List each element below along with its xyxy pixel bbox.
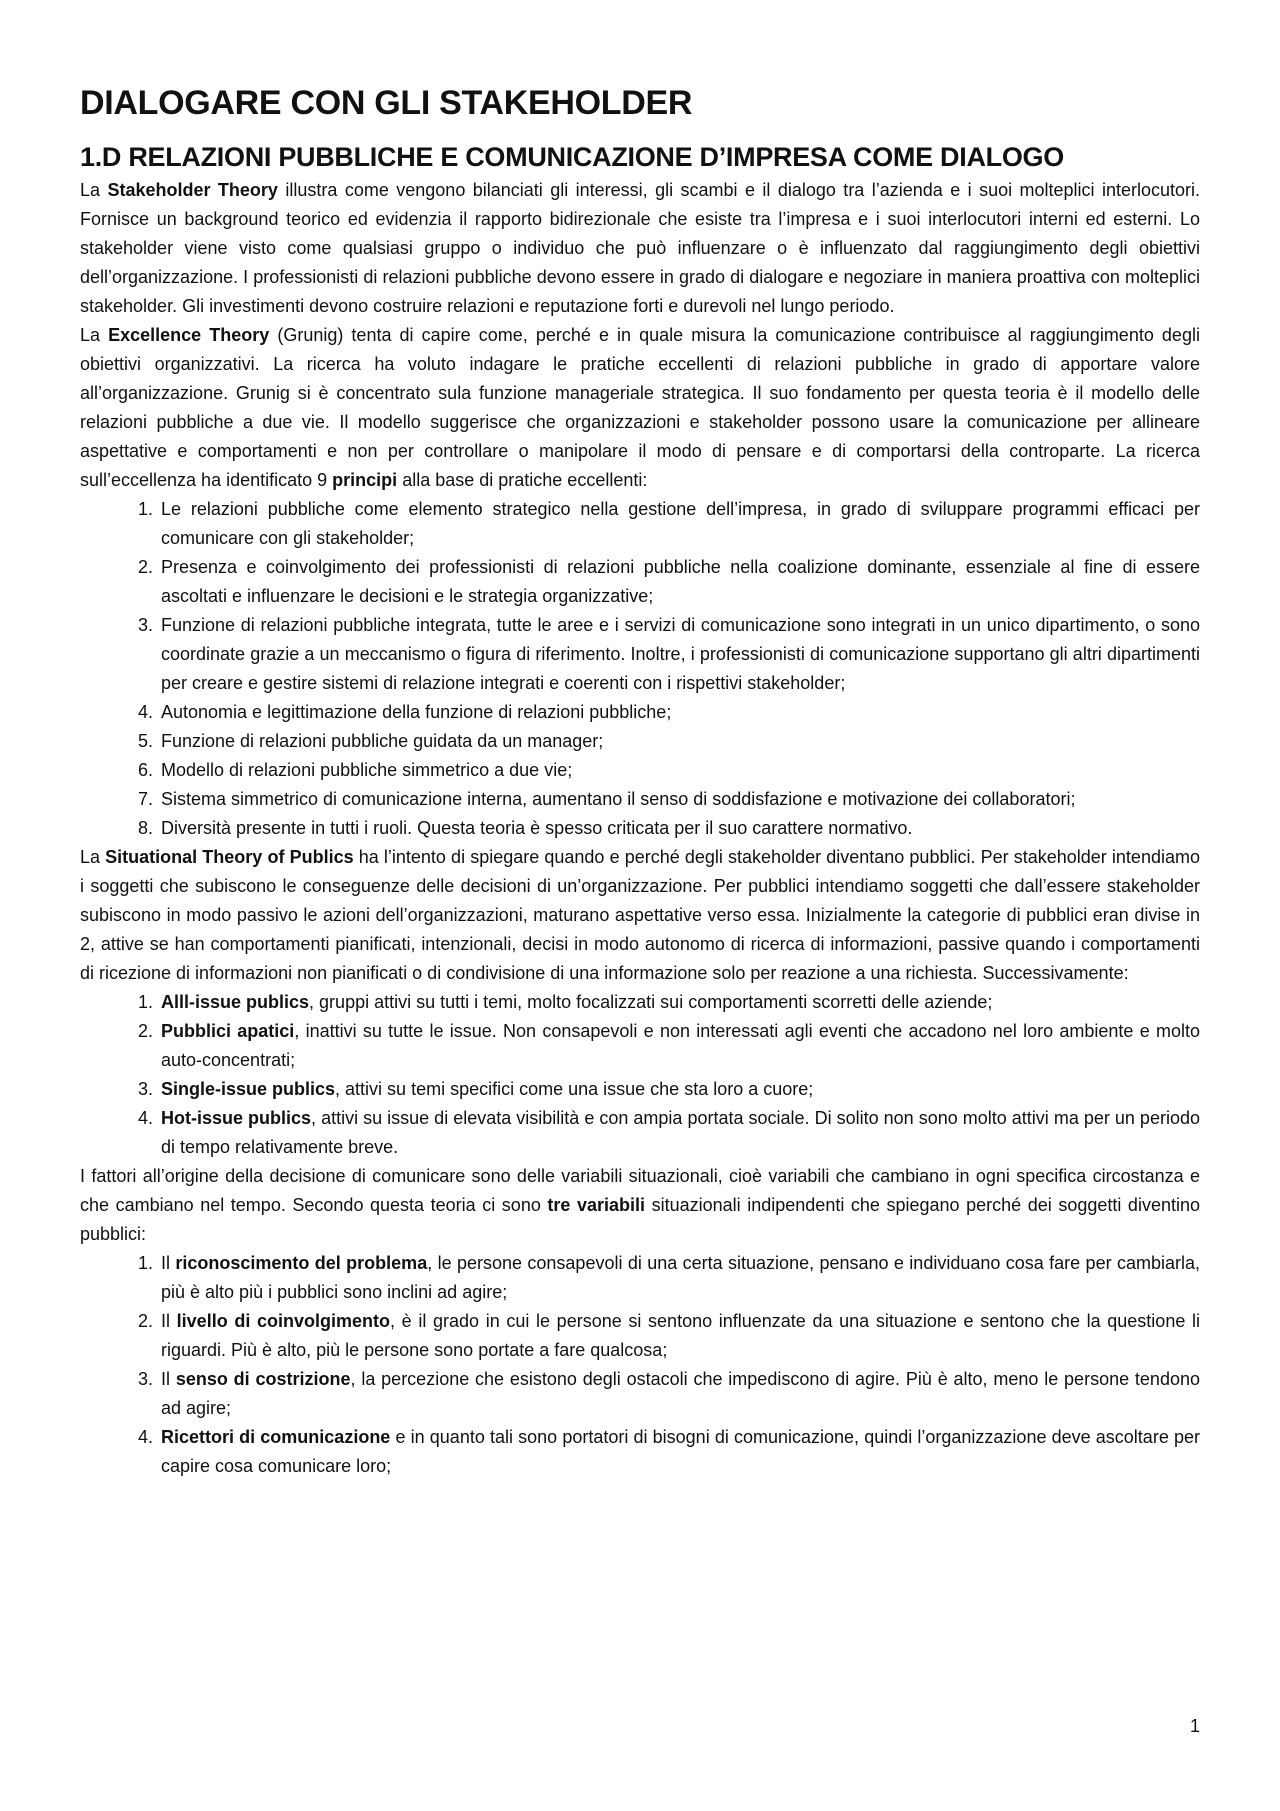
- paragraph-text: illustra come vengono bilanciati gli interessi, gli scambi e il dialogo tra l’azienda e i suoi molteplici interlocutori. Fornisce un background teorico ed evidenzia il rapporto bidirezionale che esiste tra l’impresa e i suoi interlocutori interni ed esterni. Lo stakeholder viene visto come qualsiasi gruppo o individuo che può influenzare o è influenzato dal raggiungimento degli obiettivi dell’organizzazione. I professionisti di relazioni pubbliche devono essere in grado di dialogare e negoziare in maniera proattiva con molteplici stakeholder. Gli investimenti devono costruire relazioni e reputazione forti e durevoli nel lungo periodo.: [80, 180, 1201, 317]
- list-item: 6. Modello di relazioni pubbliche simmetrico a due vie;: [158, 756, 1200, 785]
- paragraph-text: ha l’intento di spiegare quando e perché degli stakeholder diventano pubblici. Per stakeholder intendiamo i soggetti che subiscono le conseguenze delle decisioni di un’organizzazione. Per pubblici intendiamo soggetti che dall’essere stakeholder subiscono in modo passivo le azioni dell’organizzazioni, maturano aspettative verso essa. Inizialmente la categorie di pubblici eran divise in 2, attive se han comportamenti pianificati, intenzionali, decisi in modo autonomo di ricerca di informazioni, passive quando i comportamenti di ricezione di informazioni non pianificati o di condivisione di una informazione solo per reazione a una richiesta. Successivamente:: [80, 847, 1200, 984]
- list-item: [158, 1365, 1200, 1423]
- paragraph-lead: La: [80, 325, 101, 346]
- list-term: riconoscimento del problema: [175, 1253, 428, 1274]
- paragraph-text: I fattori all’origine della decisione di comunicare sono delle variabili situazionali, cioè variabili che cambiano in ogni specifica circostanza e che cambiano nel tempo. Secondo questa teoria ci sono: [80, 1166, 1200, 1216]
- list-text: , le persone consapevoli di una certa situazione, pensano e individuano cosa fare per cambiarla, più è alto più i pubblici sono inclini ad agire;: [161, 1253, 1200, 1303]
- list-prefix: Il: [161, 1253, 176, 1274]
- list-item: [158, 1104, 1200, 1162]
- list-term: Alll-issue publics: [161, 992, 310, 1013]
- list-item: 8. Diversità presente in tutti i ruoli. Questa teoria è spesso criticata per il suo carattere normativo.: [158, 814, 1200, 843]
- term-excellence-theory: Excellence Theory: [108, 325, 270, 346]
- list-term: livello di coinvolgimento: [176, 1311, 391, 1332]
- list-item: [158, 1307, 1200, 1365]
- section-title: 1.D RELAZIONI PUBBLICHE E COMUNICAZIONE D’IMPRESA COME DIALOGO: [80, 141, 1064, 172]
- term-situational-theory: Situational Theory of Publics: [105, 847, 354, 868]
- list-term: Ricettori di comunicazione: [161, 1427, 391, 1448]
- term-tre-variabili: tre variabili: [547, 1195, 646, 1216]
- list-item: 3. Funzione di relazioni pubbliche integrata, tutte le aree e i servizi di comunicazione sono integrati in un unico dipartimento, o sono coordinate grazie a un meccanismo o figura di riferimento. Inoltre, i professionisti di comunicazione supportano gli altri dipartimenti per creare e gestire sistemi di relazione integrati e coerenti con i rispettivi stakeholder;: [158, 611, 1200, 698]
- excellence-theory-paragraph: [80, 321, 1200, 495]
- page-number: 1: [1189, 1716, 1200, 1736]
- list-text: , gruppi attivi su tutti i temi, molto focalizzati sui comportamenti scorretti delle aziende;: [309, 992, 993, 1013]
- list-text: e in quanto tali sono portatori di bisogni di comunicazione, quindi l’organizzazione deve ascoltare per capire cosa comunicare loro;: [161, 1427, 1200, 1477]
- publics-list: [80, 988, 1200, 1162]
- paragraph-text: (Grunig) tenta di capire come, perché e in quale misura la comunicazione contribuisce al raggiungimento degli obiettivi organizzativi. La ricerca ha voluto indagare le pratiche eccellenti di relazioni pubbliche in grado di apportare valore all’organizzazione. Grunig si è concentrato sula funzione manageriale strategica. Il suo fondamento per questa teoria è il modello delle relazioni pubbliche a due vie. Il modello suggerisce che organizzazioni e stakeholder possono usare la comunicazione per allineare aspettative e comportamenti e non per controllare o manipolare il modo di pensare e di comportarsi della controparte. La ricerca sull’eccellenza ha identificato 9: [80, 325, 1200, 491]
- situational-theory-paragraph: [80, 843, 1200, 988]
- term-principi: principi: [332, 470, 398, 491]
- list-item: 5. Funzione di relazioni pubbliche guidata da un manager;: [158, 727, 1200, 756]
- list-text: , attivi su issue di elevata visibilità e con ampia portata sociale. Di solito non sono molto attivi ma per un periodo di tempo relativamente breve.: [161, 1108, 1200, 1158]
- list-term: Pubblici apatici: [161, 1021, 295, 1042]
- paragraph-lead: La: [80, 180, 101, 201]
- list-term: Single-issue publics: [161, 1079, 336, 1100]
- variables-list: [80, 1249, 1200, 1481]
- list-item: [158, 1017, 1200, 1075]
- factors-paragraph: [80, 1162, 1200, 1249]
- paragraph-text: situazionali indipendenti che spiegano perché dei soggetti diventino pubblici:: [80, 1195, 1200, 1245]
- list-item: [158, 1075, 1200, 1104]
- page-title: DIALOGARE CON GLI STAKEHOLDER: [80, 84, 693, 122]
- list-text: , la percezione che esistono degli ostacoli che impediscono di agire. Più è alto, meno le persone tendono ad agire;: [161, 1369, 1200, 1419]
- list-item: [158, 988, 1200, 1017]
- principles-list: [80, 495, 1200, 843]
- term-stakeholder-theory: Stakeholder Theory: [107, 180, 278, 201]
- stakeholder-theory-paragraph: [80, 176, 1200, 321]
- list-item: 7. Sistema simmetrico di comunicazione interna, aumentano il senso di soddisfazione e motivazione dei collaboratori;: [158, 785, 1200, 814]
- list-term: senso di costrizione: [175, 1369, 351, 1390]
- list-prefix: Il: [161, 1369, 176, 1390]
- list-item: 4. Autonomia e legittimazione della funzione di relazioni pubbliche;: [158, 698, 1200, 727]
- list-prefix: Il: [161, 1311, 177, 1332]
- document-body: [80, 176, 1200, 1481]
- list-text: , inattivi su tutte le issue. Non consapevoli e non interessati agli eventi che accadono nel loro ambiente e molto auto-concentrati;: [161, 1021, 1200, 1071]
- list-item: [158, 1249, 1200, 1307]
- paragraph-lead: La: [80, 847, 101, 868]
- list-item: [158, 1423, 1200, 1481]
- paragraph-text: alla base di pratiche eccellenti:: [402, 470, 648, 491]
- list-item: 2. Presenza e coinvolgimento dei professionisti di relazioni pubbliche nella coalizione dominante, essenziale al fine di essere ascoltati e influenzare le decisioni e le strategia organizzative;: [158, 553, 1200, 611]
- list-text: , attivi su temi specifici come una issue che sta loro a cuore;: [335, 1079, 814, 1100]
- list-text: , è il grado in cui le persone si sentono influenzate da una situazione e sentono che la questione li riguardi. Più è alto, più le persone sono portate a fare qualcosa;: [161, 1311, 1200, 1361]
- list-item: 1. Le relazioni pubbliche come elemento strategico nella gestione dell’impresa, in grado di sviluppare programmi efficaci per comunicare con gli stakeholder;: [158, 495, 1200, 553]
- list-term: Hot-issue publics: [161, 1108, 312, 1129]
